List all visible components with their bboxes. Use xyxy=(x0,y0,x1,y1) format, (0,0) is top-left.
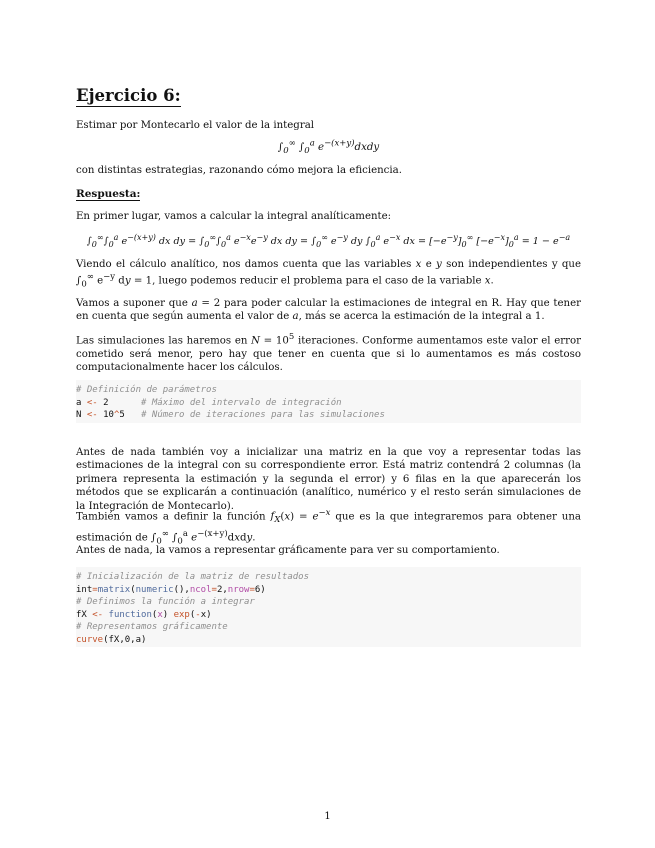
paragraph-2: Viendo el cálculo analítico, nos damos cuenta que las variables x e y son independientes y que $\int_0^\infty$ $e^{-y}$ dy = 1, luego podemos reducir el problema para el caso de la variable x. xyxy=(76,259,581,290)
paragraph-4: Las simulaciones las haremos en $N = 10^5$ iteraciones. Conforme aumentamos este valor el error cometido será menor, pero hay que tener en cuenta que si lo aumentamos es más costoso computacionalmente hacer los cálculos. xyxy=(76,332,582,374)
code-statement: N <- 10^5 xyxy=(76,410,125,420)
code-line: int=matrix(numeric(),ncol=2,nrow=6) xyxy=(76,584,266,595)
code-comment: # Definición de parámetros xyxy=(76,385,217,395)
integral-display xyxy=(76,139,581,156)
page-number: 1 xyxy=(324,811,331,822)
code-comment: # Número de iteraciones para las simulaciones xyxy=(141,410,385,420)
code-block-parameters xyxy=(76,380,581,423)
integral-formula: $\int_0^\infty$ $\int_0^a$ $e^{-(x+y)}dxdy$ xyxy=(277,139,380,157)
code-comment: # Representamos gráficamente xyxy=(76,622,228,632)
paragraph-7: Antes de nada, la vamos a representar gráficamente para ver su comportamiento. xyxy=(76,545,500,556)
code-comment: # Inicialización de la matriz de resultados xyxy=(76,572,309,582)
code-comment: # Máximo del intervalo de integración xyxy=(141,397,342,408)
respuesta-heading: Respuesta: xyxy=(76,188,141,200)
intro-text: Estimar por Montecarlo el valor de la integral xyxy=(76,120,315,131)
paragraph-1: En primer lugar, vamos a calcular la integral analíticamente: xyxy=(76,211,392,222)
code-comment: # Definimos la función a integrar xyxy=(76,597,255,607)
code-block-matrix xyxy=(76,567,581,647)
paragraph-5: Antes de nada también voy a inicializar una matriz en la que voy a representar todas las estimaciones de la integral con su correspondiente error. Está matriz contendrá 2 columnas (la primera representa la estimación y la segunda el error) y 6 filas en la que aparecerán los métodos que se explicarán a continuación (analítico, numérico y el resto serán simulaciones de la Integración de Montecarlo). xyxy=(76,447,581,512)
analytic-formula: $\int_0^\infty\int_0^a$ $e^{-(x+y)}$ dx dy = $\int_0^\infty\int_0^a$ $e^{-x}e^{-y}$ dx dy = $\int_0^\infty$ $e^{-y}$ dy $\int_0^a$ $e^{-x}$ dx = $[-e^{-y}]_0^\infty$ $[-e^{-x}]_0^a = 1 - e^{-a}$ xyxy=(86,233,571,250)
exercise-title: Ejercicio 6: xyxy=(76,86,181,105)
paragraph-6: También vamos a definir la función $f_X(x) = e^{-x}$ que es la que integraremos para obtener una estimación de $\int_0^\infty$ $\int_0^a$ $e^{-(x+y)}dxdy$. xyxy=(76,508,581,547)
code-line: fX <- function(x) exp(-x) xyxy=(76,609,212,620)
intro-text-2: con distintas estrategias, razonando cómo mejora la eficiencia. xyxy=(76,165,402,176)
code-statement: a <- 2 xyxy=(76,397,109,408)
analytic-equation xyxy=(76,233,581,249)
code-line xyxy=(76,409,581,422)
paragraph-3: Vamos a suponer que a = 2 para poder calcular la estimaciones de integral en R. Hay que tener en cuenta que según aumenta el valor de a, más se acerca la estimación de la integral a 1. xyxy=(76,298,582,323)
code-line xyxy=(76,397,581,410)
code-line: curve(fX,0,a) xyxy=(76,634,147,645)
